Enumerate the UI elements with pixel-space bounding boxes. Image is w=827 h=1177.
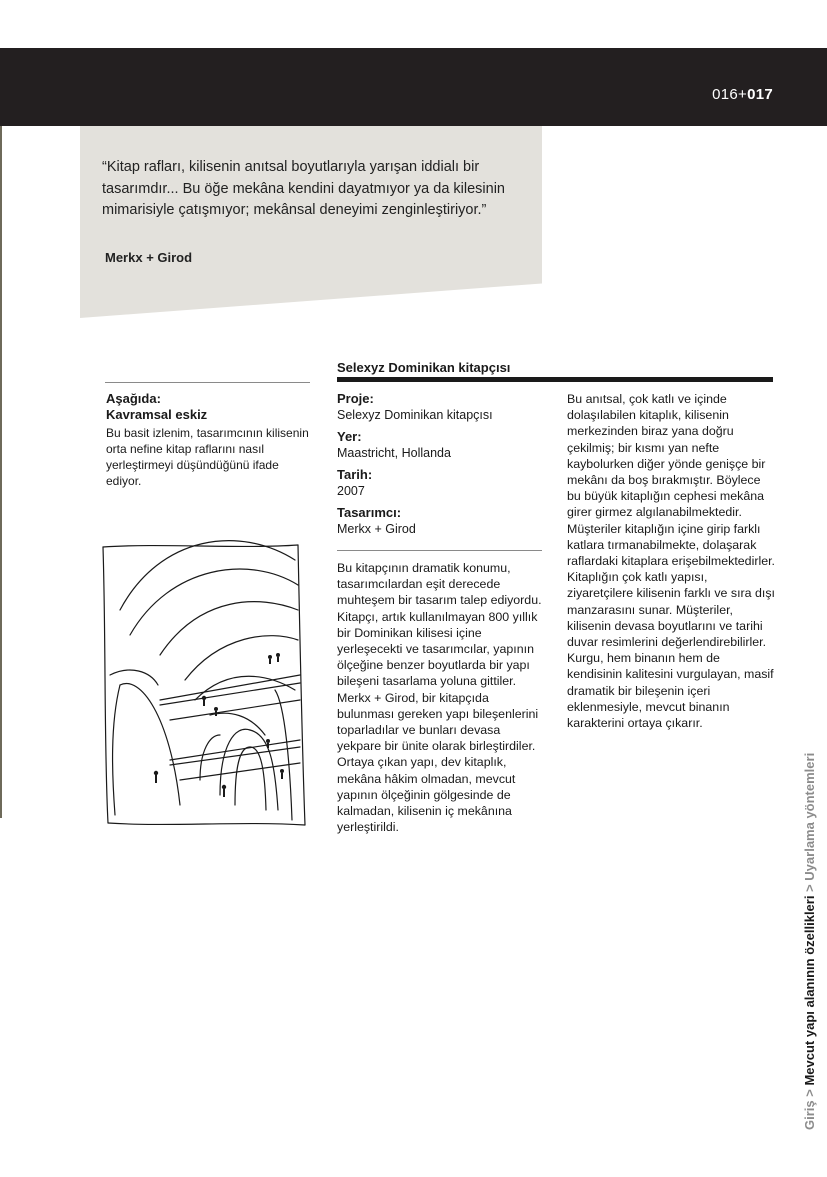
header-bar [0,48,827,126]
breadcrumb-part-1: Giriş > [802,1085,817,1130]
date-value: 2007 [337,484,365,498]
breadcrumb-part-4: Uyarlama yöntemleri [802,752,817,881]
caption-heading-1: Aşağıda: [106,391,161,406]
page-number-left: 016+ [712,86,748,103]
body-text-right: Bu anıtsal, çok katlı ve içinde dolaşılabilen kitaplık, kilisenin merkezinden biraz yana doğru çekilmiş; bir kısmı yan nefte kaybolurken diğer yönde genişçe bir mekânı da boş bırakmıştır. Böylece bu büyük kitaplığın cephesi mekâna girer girmez algılanabilmektedir. Müşteriler kitaplığın içine girip farklı katlara tırmanabilmekte, dolaşarak raflardaki kitaplara erişebilmektedirler. Kitaplığın çok katlı yapısı, ziyaretçilere kilisenin farklı ve sıra dışı manzarasını sunar. Müşteriler, kilisenin devasa boyutlarını ve tarihi duvar resimlerini değerlendirebilirler. Kurgu, hem binanın hem de kendisinin kalitesini vurgulayan, masif dramatik bir bileşenin içeri eklenmesiyle, mevcut binanın karakterini ortaya çıkarır. [567,392,775,731]
section-title-rule [337,377,773,382]
breadcrumb-part-3: > [802,880,817,896]
quote-box [80,126,542,318]
designer-value: Merkx + Girod [337,522,416,536]
concept-sketch [100,525,315,835]
quote-text: “Kitap rafları, kilisenin anıtsal boyutlarıyla yarışan iddialı bir tasarımdır... Bu öğe mekâna kendini dayatmıyor ya da kilesinin mimarisiyle çatışmıyor; mekânsal deneyimi zenginleştiriyor.” [102,159,505,218]
meta-rule [337,550,542,551]
breadcrumb-part-2: Mevcut yapı alanının özellikleri [802,895,817,1086]
page-number-right: 017 [747,86,773,103]
caption-heading [106,391,207,423]
project-meta [337,391,542,543]
designer-label: Tasarımcı: [337,505,402,520]
caption-heading-2: Kavramsal eskiz [106,407,208,422]
side-breadcrumb [802,753,818,1130]
caption-rule [105,382,310,383]
body-text-middle: Bu kitapçının dramatik konumu, tasarımcılardan eşit derecede muhteşem bir tasarım talep ediyordu. Kitapçı, artık kullanılmayan 800 yıllık bir Dominikan kilisesi içine yerleşecekti ve tasarımcılar, yapının ölçeğine benzer boyutlarda bir yapı bileşeni tasarlama yoluna gittiler. Merkx + Girod, bir kitapçıda bulunması gereken yapı bileşenlerini toparladılar ve bunları devasa yekpare bir ünite olarak birleştirdiler. Ortaya çıkan yapı, dev kitaplık, mekâna hâkim olmadan, mevcut yapının ölçeğinin gölgesinde de kalmadan, kilisenin iç mekânına yerleştirildi. [337,561,542,835]
place-value: Maastricht, Hollanda [337,446,451,460]
page-number [712,86,773,103]
project-value: Selexyz Dominikan kitapçısı [337,408,493,422]
place-label: Yer: [337,429,362,444]
section-title: Selexyz Dominikan kitapçısı [337,360,511,375]
date-label: Tarih: [337,467,373,482]
caption-body: Bu basit izlenim, tasarımcının kilisenin orta nefine kitap raflarını nasıl yerleştirmeyi düşündüğünü ifade ediyor. [106,426,309,488]
page-edge [0,126,2,818]
quote-author: Merkx + Girod [105,250,193,265]
project-label: Proje: [337,391,374,406]
